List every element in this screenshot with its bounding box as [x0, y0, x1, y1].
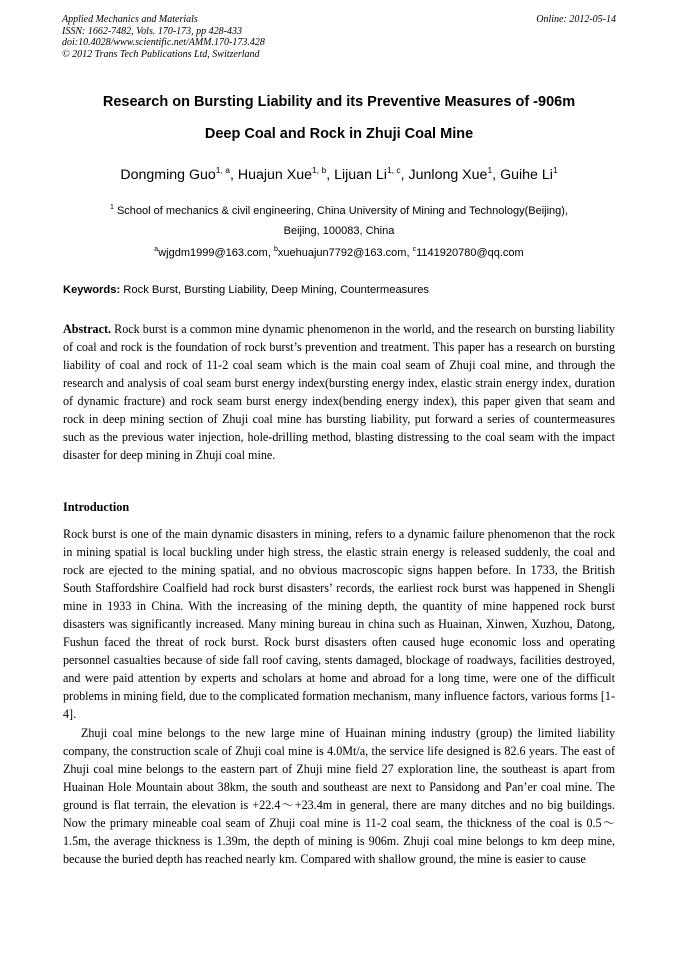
introduction-body — [63, 525, 615, 868]
author — [500, 167, 558, 183]
email-sup: b — [273, 246, 278, 253]
author — [334, 167, 408, 183]
online-date: Online: 2012-05-14 — [536, 14, 616, 25]
author — [238, 167, 334, 183]
affiliation-line-1: School of mechanics & civil engineering, China University of Mining and Technology(Beijing), — [113, 205, 568, 217]
author-affil-sup: 1 — [487, 165, 493, 175]
author-separator: , — [400, 167, 409, 183]
paper-title-line-2: Deep Coal and Rock in Zhuji Coal Mine — [204, 126, 474, 142]
author-name: Huajun Xue — [237, 167, 313, 183]
author-list — [30, 167, 648, 183]
author-separator: , — [229, 167, 238, 183]
author-affil-sup: 1, a — [215, 165, 230, 175]
paper-title-line-1: Research on Bursting Liability and its Preventive Measures of -906m — [102, 94, 576, 110]
author-name: Dongming Guo — [120, 167, 216, 183]
email-separator: , — [406, 247, 413, 259]
keywords-label: Keywords: — [63, 284, 121, 296]
email-address: wjgdm1999@163.com — [158, 247, 268, 259]
copyright-line: © 2012 Trans Tech Publications Ltd, Switzerland — [62, 48, 260, 60]
email-sup: c — [412, 246, 417, 253]
author-name: Lijuan Li — [334, 167, 387, 183]
doi-line: doi:10.4028/www.scientific.net/AMM.170-173.428 — [62, 37, 265, 48]
email-list — [60, 243, 618, 263]
author-affil-sup: 1, c — [386, 165, 401, 175]
abstract — [63, 320, 615, 464]
email-separator: , — [267, 247, 274, 259]
affiliation-number: 1 — [110, 204, 114, 211]
author-name: Guihe Li — [500, 167, 553, 183]
keywords — [63, 284, 615, 296]
journal-header — [62, 14, 616, 60]
affiliation-line-2: Beijing, 100083, China — [283, 225, 395, 237]
abstract-text: Rock burst is a common mine dynamic phenomenon in the world, and the research on bursting liability of coal and rock is the foundation of rock burst’s prevention and treatment. This paper has a research on bursting liability of coal and rock of 11-2 coal seam which is the main coal seam of Zhuji coal mine, and through the research and analysis of coal seam burst energy index(bursting energy index, elastic strain energy index, duration of dynamic fracture) and rock seam burst energy index(bending energy index), this paper given that seam and rock in deep mining section of Zhuji coal mine has bursting liability, put forward a series of countermeasures such as the previous water injection, hole-drilling method, blasting distressing to the coal seam with the impact disaster for deep mining in Zhuji coal mine. — [63, 322, 615, 463]
author-affil-sup: 1 — [552, 165, 558, 175]
author-separator: , — [492, 167, 501, 183]
issn-line: ISSN: 1662-7482, Vols. 170-173, pp 428-433 — [62, 25, 242, 37]
author-separator: , — [326, 167, 335, 183]
email-address: xuehuajun7792@163.com — [277, 247, 407, 259]
affiliation — [60, 201, 618, 241]
email-sup: a — [154, 246, 159, 253]
paragraph: Rock burst is one of the main dynamic disasters in mining, refers to a dynamic failure phenomenon that the rock in mining spatial is local buckling under high stress, the elastic strain energy is released suddenly, the coal and rock are ejected to the mining spatial, and no obvious macroscopic signs happen before. In 1733, the British South Staffordshire Coalfield had rock burst disasters’ records, the earliest rock burst was happened in Shengli mine in 1933 in China. With the increasing of the mining depth, the quantity of mine happened rock burst disasters was significantly increased. Many mining bureau in china such as Huainan, Xinwen, Xuzhou, Datong, Fushun faced the threat of rock burst. Rock burst disasters often caused huge economic loss and operating personnel casualties because of side fall roof caving, stents damaged, blockage of roadways, facilities destroyed, and were paid attention by experts and scholars at home and abroad for a long time, were one of the difficult problems in mining field, due to the complicated formation mechanism, many influence factors, various forms [1-4]. — [63, 527, 615, 722]
abstract-label: Abstract. — [63, 322, 112, 336]
keywords-text: Rock Burst, Bursting Liability, Deep Mining, Countermeasures — [120, 284, 430, 296]
author — [120, 167, 238, 183]
email-address: 1141920780@qq.com — [416, 247, 524, 259]
author-name: Junlong Xue — [408, 167, 488, 183]
author-affil-sup: 1, b — [312, 165, 327, 175]
journal-name: Applied Mechanics and Materials — [62, 14, 198, 25]
author — [409, 167, 501, 183]
section-heading-introduction: Introduction — [63, 500, 130, 514]
paragraph: Zhuji coal mine belongs to the new large mine of Huainan mining industry (group) the limited liability company, the construction scale of Zhuji coal mine is 4.0Mt/a, the service life designed is 82.6 years. The east of Zhuji coal mine belongs to the eastern part of Zhuji mine field 27 exploration line, the southeast is apart from Huainan Hole Mountain about 38km, the south and southeast are next to Pansidong and Pan’er coal mine. The ground is flat terrain, the elevation is +22.4～+23.4m in general, there are many ditches and no big buildings. Now the primary mineable coal seam of Zhuji coal mine is 11-2 coal seam, the thickness of the coal is 0.5～1.5m, the average thickness is 1.39m, the depth of mining is 906m. Zhuji coal mine belongs to km deep mine, because the buried depth has reached nearly km. Compared with shallow ground, the mine is easier to cause — [63, 725, 615, 866]
